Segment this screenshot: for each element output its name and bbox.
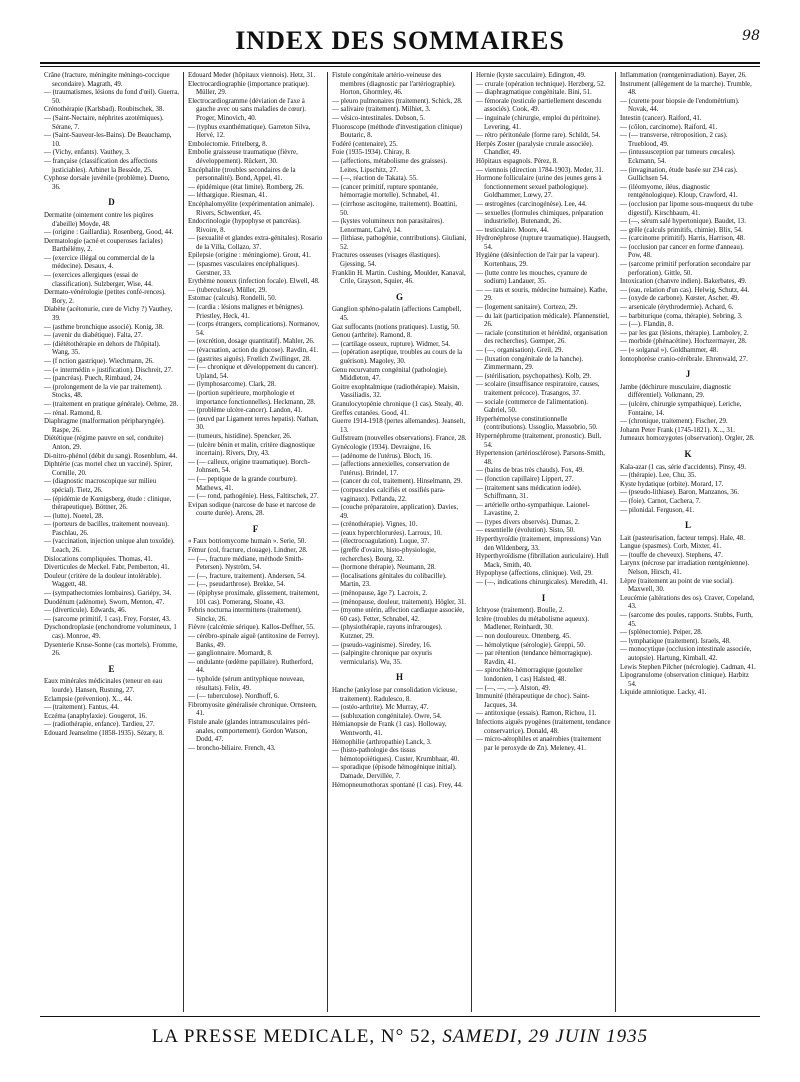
index-entry: Diverticules de Meckel. Fabr, Pemberton, 41. xyxy=(44,564,170,572)
index-entry: — (physiothérapie, rayons infrarouges). Kutzner, 29. xyxy=(332,624,443,640)
index-entry: — épidémique (état limite). Romberg, 26. xyxy=(188,183,304,191)
index-entry: — (asthme bronchique associé). Konig, 38. xyxy=(44,323,164,331)
footer-rule xyxy=(40,1016,760,1017)
index-entry: — (diagnostic macroscopique sur milieu spécial). Tietz, 26. xyxy=(44,478,157,494)
index-entry: — (localisations génitales du colibacille). Martin, 23. xyxy=(332,572,447,589)
index-entry: — (—, réaction de Takata). 55. xyxy=(332,175,418,183)
index-entry: Eclampsie (prévention). X.., 44. xyxy=(44,695,133,703)
index-entry: — (cirrhose ascitogène, traitement). Boattini, 50. xyxy=(332,200,457,217)
index-entry: — léthargique. Riesman, 41. xyxy=(188,192,268,200)
index-entry: — (origine : Gaillardia). Rosenberg, Good, 44. xyxy=(44,229,174,237)
index-entry: Dysenterie Kruse-Sonne (cas mortels). Fromme, 26. xyxy=(44,641,178,658)
index-entry: — grêle (calculs primitifs, chimie). Blix, 54. xyxy=(620,226,743,234)
index-entry: Jumeaux homozygotes (observation). Orgler, 28. xyxy=(620,435,755,443)
index-entry: — (—, sérum salé hypertonique). Baudet, 13. xyxy=(620,218,746,226)
index-entry: — (traitement sans médication iodée). Schiffmann, 31. xyxy=(476,484,582,501)
index-entry: — (exercice illégal ou commercial de la médecine). Desaux, 4. xyxy=(44,254,155,271)
index-entry: — (épiphyse proximale, glissement, traitement, 101 cas). Pomerang, Sloane, 43. xyxy=(188,590,320,606)
index-entry: Edouard Meder (hôpitaux viennois). Hetz, 31. xyxy=(188,72,316,79)
index-entry: Lait (pasteurisation, facteur temps). Hale, 48. xyxy=(620,534,745,542)
index-entry: Gynécologie (1934). Devraigne, 16. xyxy=(332,443,432,451)
index-entry: Instrument (allègement de la marche). Trumble, 48. xyxy=(620,80,752,97)
index-entry: Diabète (acétonurie, cure de Vichy ?) Vauthey, 39. xyxy=(44,306,173,323)
header-rule-thin xyxy=(40,66,760,67)
index-entry: — (sarcome primitif, 1 cas). Frey, Forster, 43. xyxy=(44,615,171,623)
index-entry: — — rats et souris, médecine humaine). Kathe, 29. xyxy=(476,286,608,303)
index-entry: — sociale (commerce de l'alimentation). Gabriel, 50. xyxy=(476,398,589,415)
index-entry: Electrocardiogramme (déviation de l'axe à gauche avec ou sans maladies de cœur). Proger, Minovich, 40. xyxy=(188,97,307,122)
index-entry: — viennois (direction 1784-1903). Meder, 31. xyxy=(476,166,604,174)
index-entry: Crénothérapie (Karlsbad). Roubitschek, 38. xyxy=(44,106,165,114)
index-entry: Inflammation (rœntgenirradiation). Bayer, 26. xyxy=(620,72,747,79)
index-entry: Diphtérie (cas mortel chez un vacciné). Spirer, Cornille, 20. xyxy=(44,461,173,477)
index-entry: Fistule congénitale artério-veineuse des membres (diagnostic par l'artériographie). Horton, Ghormley, 46. xyxy=(332,72,456,97)
index-entry: — inguinale (chirurgie, emploi du péritoine). Levering, 41. xyxy=(476,114,601,131)
index-entry: Greffes cutanées. Good, 41. xyxy=(332,409,409,417)
index-entry: — (— chronique et développement du cancer). Upland, 54. xyxy=(188,364,318,380)
index-entry: — (« intermédin » justification). Dischreit, 27. xyxy=(44,366,173,374)
index-entry: — raciale (constitution et hérédité, organisation des recherches). Gœmper, 26. xyxy=(476,329,608,346)
index-entry: — hémolytique (sérologie). Greppi, 50. xyxy=(476,641,586,649)
header-rule xyxy=(40,62,760,64)
index-entry: Hydronéphrose (rupture traumatique). Haugseth, 54. xyxy=(476,235,611,251)
index-entry: — diaphragmatique congénitale. Bini, 51. xyxy=(476,89,592,97)
index-column-2 xyxy=(184,72,328,1012)
index-entry: — (lymphosarcome). Clark, 28. xyxy=(188,381,277,389)
index-entry: — (épidémie de Kœnigsberg, étude : clinique, thérapeutique). Böttner, 26. xyxy=(44,495,172,512)
index-entry: Hémianopsie de Frank (1 cas). Holloway, Wentworth, 41. xyxy=(332,721,447,737)
index-entry: — (myome utérin, affection cardiaque associée, 60 cas). Fetter, Schnabel, 42. xyxy=(332,607,465,623)
index-entry: — (pseudo-lithiase). Baron, Manzanos, 36. xyxy=(620,489,740,497)
index-entry: — spirochéto-hémorragique (goutelier londonien, 1 cas) Halsted, 48. xyxy=(476,667,583,683)
index-entry: — (radiothérapie, enfance). Tardieu, 27. xyxy=(44,721,155,729)
page-footer xyxy=(40,1026,760,1048)
index-entry: Larynx (nécrose par irradiation rœntgénienne). Nelson, Hirsch, 41. xyxy=(620,560,750,577)
index-entry: Franklin H. Martin. Cushing, Moulder, Kanaval, Crile, Grayson, Squier, 46. xyxy=(332,269,466,286)
index-entry: — (histo-pathologie des tissus hémotopoïétiques). Custer, Krumbhaar, 40. xyxy=(332,747,460,763)
index-entry: — monocytique (occlusion intestinale associée, autopsie). Hartung, Kimball, 42. xyxy=(620,646,752,662)
index-entry: — (opération aseptique, troubles au cours de la guérison). Magoley, 30. xyxy=(332,349,463,365)
index-entry: — vésico-intestinales. Dobson, 5. xyxy=(332,114,426,122)
index-entry: Genou (arthrite). Ramond, 8. xyxy=(332,332,412,340)
index-column-4 xyxy=(472,72,616,1012)
index-entry: Embolectomie. Fritelberg, 8. xyxy=(188,140,268,148)
index-entry: — (foie). Carnot, Cachera, 7. xyxy=(620,497,701,505)
index-entry: — pleuro pulmonaires (traitement). Schick, 28. xyxy=(332,97,463,105)
section-letter: L xyxy=(684,520,691,531)
index-entry: Diaphragme (malformation péripharyngée). Raspe, 26. xyxy=(44,418,165,434)
index-entry: — sporadique (épisode hémogénique initial). Damade, Dervillée, 7. xyxy=(332,764,457,780)
index-entry: — (excrétion, dosage quantitatif). Mahler, 26. xyxy=(188,338,315,346)
index-entry: — (crénothérapie). Vignes, 10. xyxy=(332,521,418,529)
index-entry: Eaux minérales médicinales (teneur en eau lourde). Hansen, Rustung, 27. xyxy=(44,678,163,694)
index-entry: Ganglion sphéno-palatin (affections Campbell, 45. xyxy=(332,306,462,323)
index-entry: — (pseudo-vaginisme). Siredey, 16. xyxy=(332,641,432,649)
index-entry: Crâne (fracture, méningite méningo-coccique secondaire). Magrath, 49. xyxy=(44,72,170,88)
index-entry: Erythème noueux (infection focale). Elwell, 48. xyxy=(188,278,320,286)
index-entry: — (— peptique de la grande courbure). Mathews, 41. xyxy=(188,475,297,492)
index-entry: — (électrocoagulation). Luque, 37. xyxy=(332,538,430,546)
index-entry: Endocrinologie (hypophyse et pancréas). Rivoire, 8. xyxy=(188,218,301,234)
index-entry: — lymphatique (traitement). Israels, 48. xyxy=(620,637,731,645)
index-entry: Fractures osseuses (visages élastiques). Gjessing, 54. xyxy=(332,252,441,269)
index-entry: — (affections, métabolisme des graisses). Leites, Lipschitz, 27. xyxy=(332,157,448,174)
index-column-5 xyxy=(616,72,760,1012)
index-entry: — (—, fracture médiane, méthode Smith-Petersen). Nyström, 54. xyxy=(188,555,304,572)
index-entry: Fodéré (centenaire), 25. xyxy=(332,140,398,148)
issue-date: SAMEDI, 29 JUIN 1935 xyxy=(442,1026,649,1047)
index-entry: Hormone folliculaire (urine des jeunes gens à fonctionnement sexuel pathologique). Goldhammer, Lœwy, 27. xyxy=(476,175,602,200)
index-entry: Lèpre (traitement au point de vue social). Maxwell, 30. xyxy=(620,577,734,594)
index-entry: Dermato-vénérologie (petites confé-rences). Bory, 2. xyxy=(44,289,166,305)
index-entry: Liquide amniotique. Lacky, 41. xyxy=(620,689,707,697)
index-entry: Eczéma (anaphylaxie). Gougerot, 16. xyxy=(44,712,147,720)
index-entry: Estomac (calculs). Rondelli, 50. xyxy=(188,295,277,303)
index-entry: — essentielle (évolution). Sisto, 50. xyxy=(476,527,575,535)
index-entry: — barbiturique (coma, thérapie). Sebring, 3. xyxy=(620,312,743,320)
section-letter: G xyxy=(395,291,403,302)
index-entry: Gaz suffocants (notions pratiques). Lustig, 50. xyxy=(332,323,460,331)
index-entry: — (ménopause, douleur, traitement). Högler, 31. xyxy=(332,598,467,606)
index-entry: — ondulante (œdème papillaire). Rutherford, 44. xyxy=(188,658,314,675)
index-entry: Dermatologie (acné et couperoses faciales) Barthélémy, 2. xyxy=(44,237,163,254)
index-entry: — (cartilage osseux, rupture). Widmer, 54. xyxy=(332,340,451,348)
index-entry: Genu recurvatum congénital (pathologie). Middleton, 47. xyxy=(332,366,448,383)
index-entry: — (—, pseudarthrose). Brekke, 54. xyxy=(188,581,286,589)
index-entry: — (corps étrangers, complications). Normanov, 54. xyxy=(188,321,320,337)
index-entry: — (sarcome primitif perforation secondaire par perforation). Gittle, 50. xyxy=(620,261,751,277)
index-entry: — micro-aérophiles et anaérobies (traitement par le peroxyde de Zn). Meleney, 41. xyxy=(476,736,602,752)
index-entry: — (— tuberculose). Nordhoff, 6. xyxy=(188,693,280,701)
index-entry: Dermatite (ointement contre les piqûres d'abeille) Moyde, 48. xyxy=(44,211,154,228)
index-entry: — (salpingite chronique par oxyuris vermicularis). Wu, 35. xyxy=(332,650,432,666)
index-entry: — broncho-biliaire. French, 43. xyxy=(188,744,276,752)
index-entry: Cyphose dorsale juvénile (problème). Dueno, 36. xyxy=(44,175,170,191)
index-entry: — (porteurs de bacilles, traitement nouveau). Paschlau, 26. xyxy=(44,521,169,537)
index-entry: Evipan sodique (narcose de base et narcose de courte durée). Arens, 28. xyxy=(188,501,316,518)
index-entry: Douleur (critère de la douleur intolérable). Waggett, 48. xyxy=(44,572,162,589)
index-entry: — (occlusion par cancer en forme d'anneau). Pow, 48. xyxy=(620,243,744,260)
index-entry: — (thérapie). Lee, Chu, 35. xyxy=(620,472,697,480)
journal-name: LA PRESSE MEDICALE, N° 52, xyxy=(151,1026,437,1047)
index-entry: — (Vichy, enfants). Vauthey, 3. xyxy=(44,149,131,157)
index-entry: Hyperthyroïdisme (fibrillation auriculaire). Hull Mack, Smith, 40. xyxy=(476,553,609,569)
index-entry: Electrocardiographie (importance pratique). Müller, 29. xyxy=(188,80,310,97)
section-letter: K xyxy=(684,448,692,459)
index-entry: — (gastrites aiguës). Frœlich Zwillinger, 28. xyxy=(188,355,311,363)
index-entry: — (tumeurs, histidine). Spencker, 26. xyxy=(188,432,292,440)
index-entry: Kala-azar (1 cas, série d'accidents). Pinsy, 49. xyxy=(620,463,746,471)
index-entry: — (couche préparatoire, application). Davies, 49. xyxy=(332,504,459,520)
index-entry: — (problème ulcère-cancer). Landon, 41. xyxy=(188,407,303,415)
index-entry: — salivaire (traitement). Milhiet, 3. xyxy=(332,106,431,114)
index-entry: — (curette pour biopsie de l'endométrium). Novak, 44. xyxy=(620,97,740,114)
index-entry: Kyste hydatique (orbite). Morard, 17. xyxy=(620,480,724,488)
index-entry: — antitoxique (essais). Ramon, Richou, 11. xyxy=(476,710,597,718)
index-entry: — (vaccination, injection unique alun toxoïde). Leach, 26. xyxy=(44,538,175,555)
index-entry: Di-nitro-phénol (débit du sang). Rosenblum, 44. xyxy=(44,452,178,460)
index-entry: Foie (1935-1934). Chiray, 8. xyxy=(332,149,411,157)
index-entry: — (prolongement de la vie par traitement). Stocks, 48. xyxy=(44,383,163,400)
index-entry: Epilepsie (origine : méningiome). Grout, 41. xyxy=(188,252,311,260)
index-entry: — (cardia : lésions malignes et bénignes). Priestley, Heck, 41. xyxy=(188,304,304,320)
index-entry: Hôpitaux espagnols. Pérez, 8. xyxy=(476,157,558,165)
index-entry: Infections aiguës pyogènes (traitement, tendance conservatrice). Donald, 48. xyxy=(476,718,611,735)
index-entry: Intestin (cancer). Raiford, 41. xyxy=(620,114,702,122)
index-entry: — du lait (participation médicale). Pfannenstiel, 26. xyxy=(476,312,609,329)
index-entry: Dyschondroplasie (enchondrome volumineux, 1 cas). Monroe, 49. xyxy=(44,624,177,640)
index-entry: — non douloureux. Ottenberg, 45. xyxy=(476,633,571,640)
index-entry: Guerre 1914-1918 (pertes allemandes). Jeanselt, 13. xyxy=(332,418,466,434)
index-entry: — cérébro-spinale aiguë (antitoxine de Ferrey). Banks, 49. xyxy=(188,633,320,649)
index-entry: — (splénectomie). Peiper, 28. xyxy=(620,629,703,637)
section-letter: E xyxy=(108,663,115,674)
index-entry: Hémophilie (arthropathie) Lanck, 3. xyxy=(332,738,432,746)
index-entry: — (—, indications chirurgicales). Meredith, 41. xyxy=(476,579,608,587)
index-entry: — (ulcère, chirurgie sympathique). Leriche, Fontaine, 14. xyxy=(620,400,742,417)
index-entry: — (logement sanitaire). Cortezo, 29. xyxy=(476,304,578,312)
index-entry: Duodénum (adénome). Sworn, Menton, 47. xyxy=(44,598,165,606)
index-entry: — ganglionnaire. Mornardt, 8. xyxy=(188,650,273,658)
index-entry: Herpès Zoster (paralysie crurale associée). Chandler, 49. xyxy=(476,140,594,157)
index-entry: Hygiène (désinfection de l'air par la vapeur). Kortenhaus, 29. xyxy=(476,252,600,269)
section-letter: H xyxy=(395,672,403,683)
index-entry: — (kystes volumineux non parasitaires). Lenormant, Calvé, 14. xyxy=(332,218,444,234)
index-entry: — (diverticule). Edwards, 46. xyxy=(44,607,127,615)
index-entry: — (sexualité et glandes extra-génitales). Rosario de la Villa, Collazo, 37. xyxy=(188,235,323,251)
index-entry: — (avenir du diabétique). Falta, 27. xyxy=(44,332,143,340)
index-entry: Hanche (ankylose par consolidation vicieuse, traitement). Radulesco, 8. xyxy=(332,686,457,703)
index-entry: Encéphalomyélite (expérimentation animale). Rivers, Schwentker, 45. xyxy=(188,200,315,217)
index-entry: — (eaux hyperchlorurées). Larroux, 10. xyxy=(332,529,443,537)
index-entry: — (typhus exanthématique). Garreton Silva, Hervé, 12. xyxy=(188,123,311,140)
index-entry: Intoxication (chanvre indien). Bakerbates, 49. xyxy=(620,278,747,286)
index-entry: Dislocations compliquées. Thomas, 41. xyxy=(44,555,153,563)
index-entry: — arsenicale (érythrodermie). Achard, 6. xyxy=(620,304,734,312)
index-entry: — (affections annexielles, conservation de l'utérus). Brindel, 17. xyxy=(332,461,450,477)
index-entry: — (touffe de cheveux). Stephens, 47. xyxy=(620,551,723,559)
index-columns xyxy=(40,72,760,1012)
index-entry: — (lutte). Noetel, 28. xyxy=(44,512,104,520)
index-entry: Hyperhémolyse constitutionnelle (contributions). Ussoglio, Massobrio, 50. xyxy=(476,415,598,432)
index-entry: — typhoïde (sérum antityphique nouveau, résultats). Felix, 49. xyxy=(188,675,305,692)
index-entry: — (subluxation congénitale). Owre, 54. xyxy=(332,712,442,720)
index-entry: Embolie graisseuse traumatique (fièvre, développement). Rückert, 30. xyxy=(188,149,298,165)
index-entry: — (— calleux, origine traumatique). Borch-Johnsen, 54. xyxy=(188,458,310,475)
index-entry: — (invagination, étude basée sur 234 cas). Gullichsen 54. xyxy=(620,166,738,183)
index-entry: Diététique (régime pauvre en sel, conduite) Anton, 29. xyxy=(44,435,164,451)
index-entry: Fémur (col, fracture, clouage). Lindner, 28. xyxy=(188,547,308,555)
index-entry: Fluoroscope (méthode d'investigation clinique) Boutaric, 8. xyxy=(332,123,463,140)
index-entry: — testiculaire. Moore, 44. xyxy=(476,226,549,234)
index-entry: Edouard Jeanselme (1858-1935). Sézary, 8. xyxy=(44,729,164,737)
index-entry: — pilonidal. Ferguson, 41. xyxy=(620,506,695,514)
index-entry: — par les gaz (lésions, thérapie). Lamboley, 2. xyxy=(620,329,749,337)
index-entry: — (—, —, —). Alston, 49. xyxy=(476,684,551,692)
index-entry: Goitre exophtalmique (radiothérapie). Maisin, Vassiliadis, 32. xyxy=(332,383,460,400)
index-entry: — (hormone thérapie). Neumann, 28. xyxy=(332,564,436,572)
index-entry: Hyperthyroïdie (traitement, impressions) Van den Wildenberg, 33. xyxy=(476,536,602,552)
index-entry: — rétro péritonéale (forme rare). Schildt, 54. xyxy=(476,132,601,140)
index-entry: Encéphalite (troubles secondaires de la personnalité). Bond, Appel, 41. xyxy=(188,166,296,183)
index-entry: — (luxation congénitale de la hanche). Zimmermann, 29. xyxy=(476,355,584,372)
index-entry: Gulfstream (nouvelles observations). France, 28. xyxy=(332,435,467,443)
index-entry: — (oxyde de carbone). Kœster, Ascher, 49. xyxy=(620,295,740,303)
index-entry: — (corpuscules calcifiés et ossifiés para-vaginaux). Pellanda, 22. xyxy=(332,486,446,503)
index-entry: Hypophyse (affections, clinique). Veil, 29. xyxy=(476,570,593,578)
index-entry: — (carcinome primitif). Harris, Harrison, 48. xyxy=(620,235,745,243)
section-letter: D xyxy=(108,197,115,208)
index-entry: Immunité (thérapeutique de choc). Saint-Jacques, 34. xyxy=(476,693,590,709)
index-entry: — (intussusception par tumeurs cœcales). Eckmann, 54. xyxy=(620,149,736,165)
index-entry: — (sarcome des poules, rapports. Stubbs, Furth, 45. xyxy=(620,612,753,628)
index-entry: Lewis Stephen Pilcher (nécrologie). Cadman, 41. xyxy=(620,663,756,671)
index-entry: — (—, organisation). Greil, 29. xyxy=(476,347,564,354)
index-entry: — (traitement en pratique générale). Oehme, 28. xyxy=(44,400,179,408)
index-entry: — (stérilisation, psychopathes). Kolb, 29. xyxy=(476,372,592,380)
index-entry: Fibromyosite généralisée chronique. Ornsteen, 41. xyxy=(188,701,317,718)
index-entry: — artérielle ortho-sympathique. Laionel-Lavastine, 2. xyxy=(476,501,590,518)
page-header xyxy=(40,18,760,64)
index-column-1 xyxy=(40,72,184,1012)
index-entry: Hypernéphrome (traitement, pronostic). Bull, 54. xyxy=(476,432,602,449)
index-entry: — (Saint-Nectaire, néphrites azotémiques). Sérane, 7. xyxy=(44,114,164,131)
index-entry: — (occlusion par lipome sous-muqueux du tube digestif). Kirschbaum, 41. xyxy=(620,200,753,217)
index-entry: Hypertension (artériosclérose). Parsons-Smith, 48. xyxy=(476,450,605,466)
index-entry: — (fonction capillaire) Lippert, 27. xyxy=(476,475,574,483)
index-entry: — fémorale (testicule partiellement descendu associés). Cook, 49. xyxy=(476,97,602,114)
index-entry: — (adénome de l'utérus). Bloch, 16. xyxy=(332,452,432,460)
index-entry: — (exercices allergiques (essai de classification). Sulzberger, Wise, 44. xyxy=(44,272,153,288)
index-entry: — (bains de bras très chauds). Fox, 49. xyxy=(476,467,584,475)
index-entry: — (cancer primitif, rupture spontanée, hémorragie mortelle). Schnabel, 41. xyxy=(332,183,440,200)
index-entry: — (lutte contre les mouches, cyanure de sodium) Landauer, 35. xyxy=(476,269,588,286)
index-entry: — (traumatismes, lésions du fond d'œil). Guerra, 50. xyxy=(44,89,180,105)
index-entry: — morbide (phénacétine). Hochzermayer, 28. xyxy=(620,338,747,346)
index-entry: Fistule anale (glandes intramusculaires péri-anales, comportement). Gordon Watson, Dodd, 47. xyxy=(188,718,311,744)
index-entry: — (cancer du col, traitement). Hinselmann, 29. xyxy=(332,478,463,486)
index-entry: — crurale (opération technique). Herzberg, 52. xyxy=(476,80,606,88)
index-entry: — (— transverse, rétroposition, 2 cas). Trueblood, 49. xyxy=(620,132,728,148)
index-entry: Hernie (kyste sacculaire). Edington, 49. xyxy=(476,72,586,79)
index-entry: — (lithiase, pathogénie, contributions). Giuliani, 52. xyxy=(332,235,467,251)
index-entry: — (iléomyome, iléus, diagnostic rentgénologique). Kloup, Crawford, 41. xyxy=(620,183,738,200)
index-entry: — (côlon, carcinome). Raiford, 41. xyxy=(620,123,718,131)
index-entry: — scolaire (insuffisance respiratoire, causes, traitement précoce). Trasangos, 37. xyxy=(476,381,600,397)
index-entry: — (ostéo-arthrite). Mc Murray, 47. xyxy=(332,704,429,712)
index-entry: — (types divers observés). Dumas, 2. xyxy=(476,518,580,526)
index-entry: — (spasmes vasculaires encéphaliques). Gerstner, 33. xyxy=(188,261,299,277)
index-entry: — sexuelles (formules chimiques, préparation industrielle). Butenandt, 26. xyxy=(476,209,604,226)
index-entry: — par rétention (tendance hémorragique). Ravdin, 41. xyxy=(476,650,593,666)
index-entry: — (—, fracture, traitement). Andersen, 54. xyxy=(188,572,306,580)
index-entry: Fièvre (calcémie sérique). Kallos-Deffner, 55. xyxy=(188,624,315,632)
index-entry: — (traitement). Fantus, 44. xyxy=(44,704,120,712)
index-entry: — française (classification des affections justiciables). Arbinet la Bessède, 25. xyxy=(44,157,158,174)
index-entry: Leucémie (altérations des os). Craver, Copeland, 43. xyxy=(620,594,755,611)
index-entry: Hémopneumothorax spontané (1 cas). Frey, 44. xyxy=(332,781,463,789)
index-entry: Jambe (déchirure musculaire, diagnostic différentiel). Volkmann, 29. xyxy=(620,383,732,400)
section-letter: J xyxy=(685,369,691,380)
index-entry: — (ménopause, âge ?). Lacroix, 2. xyxy=(332,590,428,598)
index-entry: — (sympathectomies lombaires). Gariépy, 34. xyxy=(44,590,172,598)
index-entry: — (greffe d'ovaire, histo-physiologie, recherches). Bourg, 32. xyxy=(332,547,436,563)
index-entry: — (Saint-Sauveur-les-Bains). De Beauchamp, 10. xyxy=(44,132,172,148)
index-entry: Febris nocturna intermittens (traitement). Sincke, 26. xyxy=(188,607,302,623)
index-entry: — (— rond, pathogénie). Hess, Faltitschek, 27. xyxy=(188,493,319,501)
index-entry: — (ulcère bénin et malin, critère diagnostique incertain). Rivers, Dry, 43. xyxy=(188,441,315,458)
index-entry: — (œuvd par Ligament terres hepatis). Nathan, 30. xyxy=(188,415,319,432)
index-entry: — rénal. Ramond, 8. xyxy=(44,409,102,417)
index-entry: — (f nction gastrique). Wiechmann, 26. xyxy=(44,358,154,365)
index-entry: Granulocytopénie chronique (1 cas). Stealy, 40. xyxy=(332,400,464,408)
index-entry: Ichtyose (traitement). Boulle, 2. xyxy=(476,607,565,615)
index-entry: — (pancréas). Puech, Rimbaud, 24. xyxy=(44,375,143,383)
index-entry: — (portion supérieure, morphologie et importance fonctionnelles). Heckmann, 28. xyxy=(188,389,316,406)
index-entry: Lipogranulome (observation clinique). Harbitz 54. xyxy=(620,672,749,688)
section-letter: I xyxy=(541,592,546,603)
index-entry: Iontophorèse cranio-cérébrale. Ehrenwald, 27. xyxy=(620,355,748,363)
index-entry: Johann Peter Frank (1745-1821). X..., 31. xyxy=(620,426,736,434)
index-entry: — (tuberculose). Müller, 29. xyxy=(188,286,267,294)
index-entry: — (« solganal »). Goldhammer, 48. xyxy=(620,347,719,354)
page-number: 98 xyxy=(742,28,760,44)
index-entry: — (eau, relation d'un cas). Helwig, Schutz, 44. xyxy=(620,286,750,294)
index-entry: Ictère (troubles du métabolisme aqueux). Madlener, Reinhardt, 30. xyxy=(476,615,590,632)
section-letter: F xyxy=(252,523,259,534)
index-column-3 xyxy=(328,72,472,1012)
page-title: INDEX DES SOMMAIRES xyxy=(235,26,565,55)
index-entry: Langue (spasmes). Corb, Mixter, 41. xyxy=(620,543,722,551)
index-entry: « Faux botriomycome humain ». Serie, 50. xyxy=(188,538,307,546)
index-entry: — (évacuation, action du glucose). Ravdin, 41. xyxy=(188,347,319,354)
index-entry: — (diététothérapie en dehors de l'hôpital). Wang, 35. xyxy=(44,340,161,357)
index-entry: — (chronique, traitement). Fischer, 29. xyxy=(620,418,728,426)
index-entry: — œstrogènes (carcinogénèse). Lee, 44. xyxy=(476,200,587,208)
index-entry: — (—). Flandin, 8. xyxy=(620,321,674,329)
